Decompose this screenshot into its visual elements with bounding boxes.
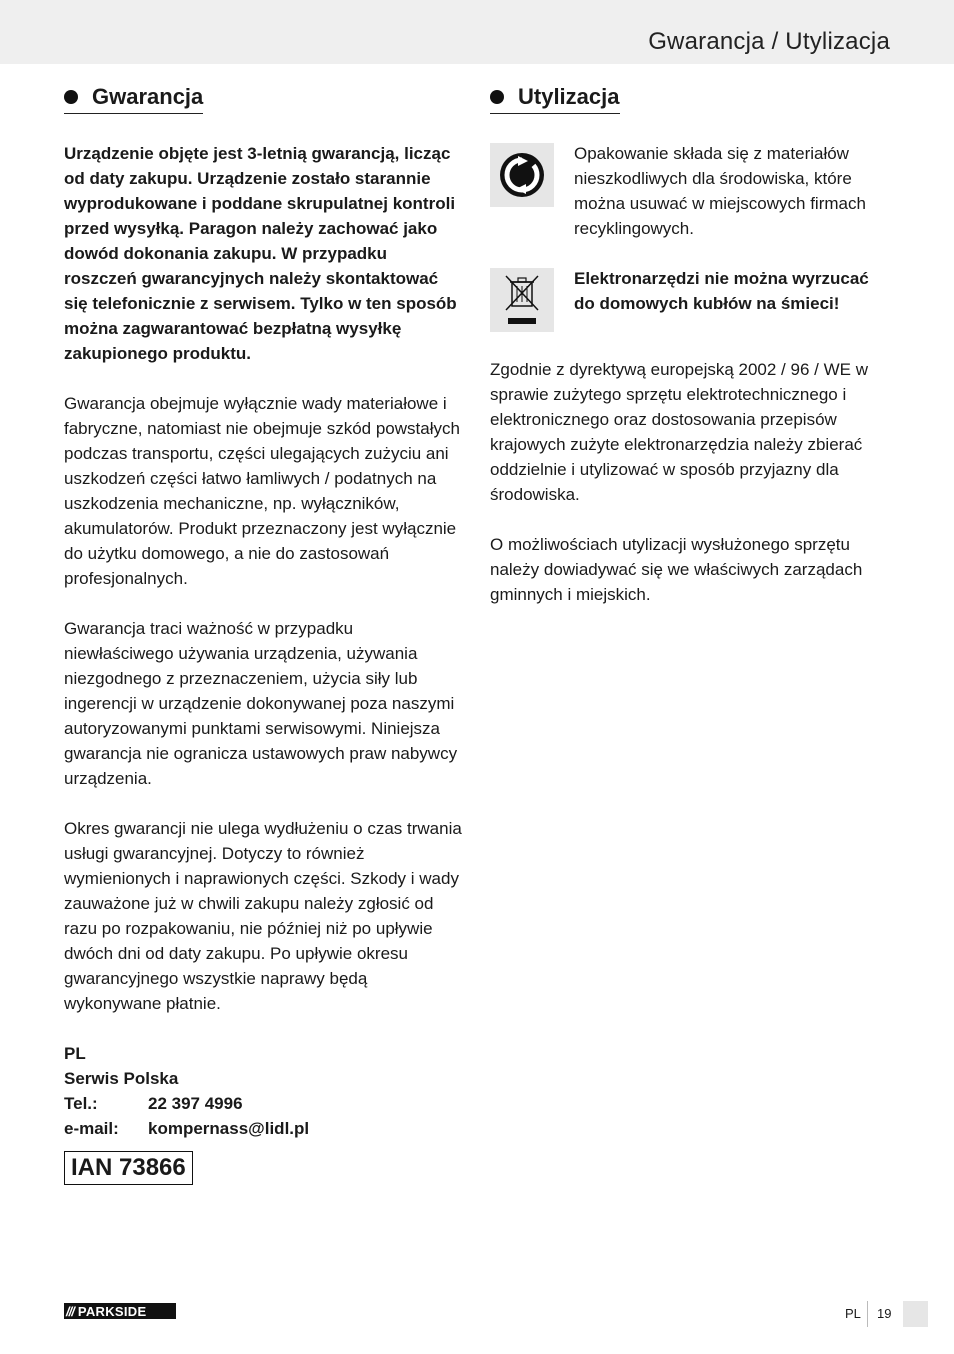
warranty-paragraph-1: Gwarancja obejmuje wyłącznie wady materiałowe i fabryczne, natomiast nie obejmuje szkód powstałych podczas transportu, części ulegających zużyciu ani uszkodzeń części łatwo łamliwych / podatnych na uszkodzenia mechaniczne, np. wyłączników, akumulatorów. Produkt przeznaczony jest wyłącznie do użytku domowego, a nie do zastosowań profesjonalnych.	[64, 394, 460, 588]
service-contact	[64, 1041, 464, 1141]
warranty-heading-text: Gwarancja	[92, 84, 204, 109]
logo-text: PARKSIDE	[77, 1303, 147, 1319]
footer-language: PL	[845, 1306, 861, 1321]
ian-number: IAN 73866	[64, 1151, 193, 1185]
packaging-text: Opakowanie składa się z materiałów nieszkodliwych dla środowiska, które można usuwać w miejscowych firmach recyklingowych.	[574, 144, 866, 238]
page-title: Gwarancja / Utylizacja	[648, 28, 890, 55]
parkside-logo: /// PARKSIDE	[64, 1303, 176, 1319]
warranty-column	[64, 84, 464, 1185]
disposal-column	[490, 84, 890, 607]
green-dot-recycling-icon	[490, 143, 554, 207]
service-email-row	[64, 1116, 464, 1141]
header-bar	[0, 0, 954, 64]
weee-info	[490, 266, 890, 332]
footer-divider	[867, 1301, 868, 1327]
service-phone-row	[64, 1091, 464, 1116]
packaging-info	[490, 141, 890, 241]
warranty-paragraph-2: Gwarancja traci ważność w przypadku niewłaściwego używania urządzenia, używania niezgodnego z przeznaczeniem, użycia siły lub ingerencji w urządzenie dokonywanej poza naszymi autoryzowanymi punktami serwisowymi. Niniejsza gwarancja nie ogranicza ustawowych praw nabywcy urządzenia.	[64, 619, 458, 788]
phone-value: 22 397 4996	[148, 1094, 243, 1113]
disposal-paragraph-1: Zgodnie z dyrektywą europejską 2002 / 96 / WE w sprawie zużytego sprzętu elektrotechnicznego i elektronicznego oraz dostosowania przepisów krajowych zużyte elektronarzędzia należy zbierać oddzielnie i utylizować w sposób przyjazny dla środowiska.	[490, 360, 868, 504]
disposal-heading	[490, 84, 620, 114]
service-country: PL	[64, 1044, 86, 1063]
page-number: 19	[877, 1306, 892, 1321]
warranty-paragraph-3: Okres gwarancji nie ulega wydłużeniu o czas trwania usługi gwarancyjnej. Dotyczy to również wymienionych i naprawionych części. Szkody i wady zauważone już w chwili zakupu należy zgłosić od razu po rozpakowaniu, nie później niż po upływie dwóch dni od daty zakupu. Po upływie okresu gwarancyjnego wszystkie naprawy będą wykonywane płatnie.	[64, 819, 462, 1013]
service-name: Serwis Polska	[64, 1069, 179, 1088]
phone-label: Tel.:	[64, 1094, 98, 1113]
weee-warning-text: Elektronarzędzi nie można wyrzucać do domowych kubłów na śmieci!	[574, 269, 869, 313]
disposal-paragraph-2: O możliwościach utylizacji wysłużonego sprzętu należy dowiadywać się we właściwych zarządach gminnych i miejskich.	[490, 535, 863, 604]
disposal-heading-text: Utylizacja	[518, 84, 620, 109]
footer-tab-marker	[903, 1301, 928, 1327]
bullet-icon	[490, 90, 504, 104]
warranty-intro: Urządzenie objęte jest 3-letnią gwarancją, licząc od daty zakupu. Urządzenie zostało starannie wyprodukowane i poddane skrupulatnej kontroli przed wysyłką. Paragon należy zachować jako dowód dokonania zakupu. W przypadku roszczeń gwarancyjnych należy skontaktować się telefonicznie z serwisem. Tylko w ten sposób można zagwarantować bezpłatną wysyłkę zakupionego produktu.	[64, 144, 457, 363]
email-value[interactable]: kompernass@lidl.pl	[148, 1119, 310, 1138]
bullet-icon	[64, 90, 78, 104]
crossed-out-bin-icon	[490, 268, 554, 332]
email-label: e-mail:	[64, 1119, 119, 1138]
warranty-heading	[64, 84, 203, 114]
